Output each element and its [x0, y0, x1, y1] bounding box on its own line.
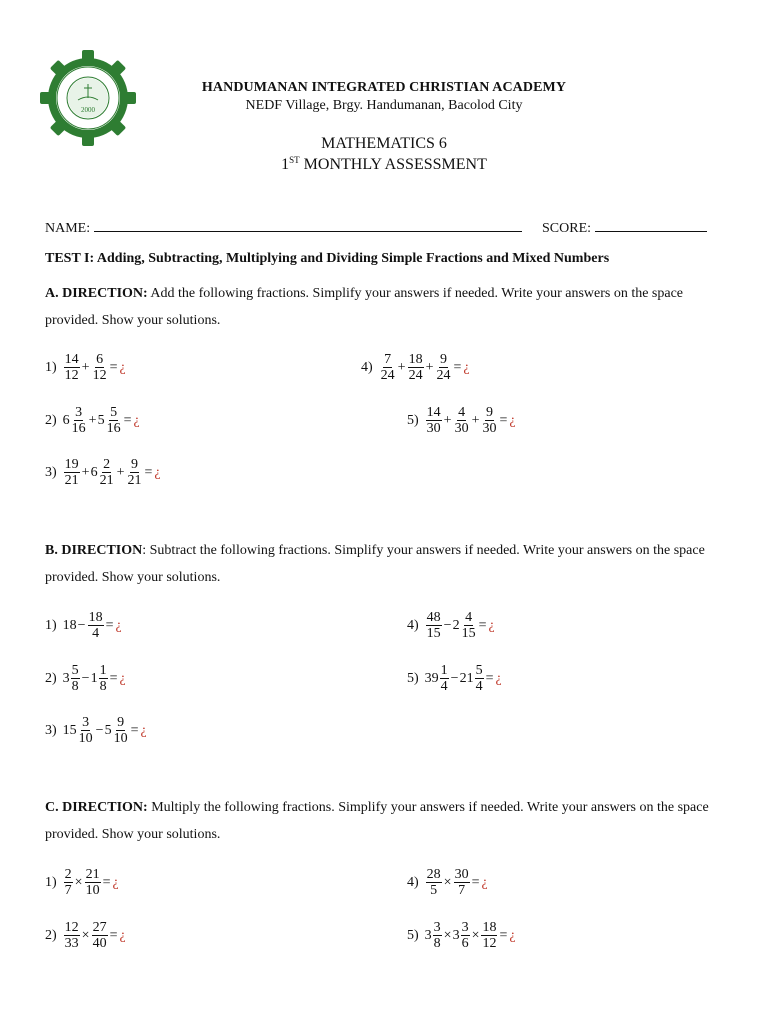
- fraction: [113, 715, 129, 746]
- numerator: 12: [64, 920, 79, 935]
- fraction: [64, 867, 73, 898]
- subject-title: MATHEMATICS 6: [321, 135, 447, 152]
- answer-placeholder: ¿: [495, 670, 502, 686]
- problem-b-4: [407, 610, 495, 641]
- fraction: [426, 405, 442, 436]
- numerator: 1: [440, 663, 448, 678]
- problem-b-3: [45, 715, 147, 746]
- answer-placeholder: ¿: [481, 874, 488, 890]
- answer-placeholder: ¿: [119, 359, 126, 375]
- denominator: 16: [106, 421, 121, 436]
- problem-number: 4): [361, 359, 373, 375]
- operator: =: [109, 670, 118, 686]
- operator: −: [77, 617, 86, 633]
- test-title: TEST I: Adding, Subtracting, Multiplying and Dividing Simple Fractions and Mixed Numbers: [45, 251, 610, 266]
- fraction: [454, 405, 470, 436]
- denominator: 24: [380, 368, 395, 383]
- operator: −: [450, 670, 459, 686]
- whole-number: 15: [62, 722, 77, 738]
- operator: =: [109, 359, 118, 375]
- problem-number: 2): [45, 670, 57, 686]
- fraction: [92, 352, 108, 383]
- operator: +: [425, 359, 434, 375]
- fraction: [454, 867, 470, 898]
- fraction: [426, 610, 442, 641]
- operator: +: [443, 412, 452, 428]
- operator: =: [485, 670, 494, 686]
- whole-number: 18: [62, 617, 77, 633]
- fraction: [99, 457, 115, 488]
- whole-number: 1: [90, 670, 98, 686]
- fraction: [380, 352, 396, 383]
- denominator: 5: [430, 883, 438, 898]
- denominator: 7: [458, 883, 466, 898]
- problem-number: 5): [407, 412, 419, 428]
- problem-b-2: [45, 663, 126, 694]
- numerator: 27: [92, 920, 107, 935]
- operator: ×: [443, 874, 452, 890]
- fraction: [435, 352, 451, 383]
- whole-number: 39: [424, 670, 439, 686]
- answer-placeholder: ¿: [112, 874, 119, 890]
- operator: ×: [74, 874, 83, 890]
- score-blank[interactable]: [595, 217, 707, 232]
- answer-placeholder: ¿: [463, 359, 470, 375]
- fraction: [426, 867, 442, 898]
- denominator: 15: [461, 626, 476, 641]
- fraction: [78, 715, 94, 746]
- section-c-direction: C. DIRECTION: Multiply the following fractions. Simplify your answers if needed. Write your answers on the space provided. Show your solutions.: [45, 800, 709, 842]
- problem-a-5: [407, 405, 516, 436]
- fraction: [64, 352, 80, 383]
- denominator: 10: [85, 883, 100, 898]
- score-field: [542, 217, 707, 237]
- problem-number: 2): [45, 927, 57, 943]
- fraction: [433, 920, 442, 951]
- operator: +: [116, 464, 125, 480]
- whole-number: 3: [424, 927, 432, 943]
- denominator: 21: [64, 473, 79, 488]
- denominator: 6: [461, 936, 469, 951]
- denominator: 4: [440, 679, 448, 694]
- numerator: 3: [82, 715, 90, 730]
- whole-number: 2: [452, 617, 460, 633]
- operator: +: [397, 359, 406, 375]
- fraction: [71, 663, 80, 694]
- denominator: 21: [99, 473, 114, 488]
- numerator: 18: [88, 610, 103, 625]
- fraction: [408, 352, 424, 383]
- score-label: SCORE:: [542, 221, 592, 236]
- fraction: [99, 663, 108, 694]
- numerator: 2: [64, 867, 72, 882]
- fraction: [85, 867, 101, 898]
- denominator: 30: [454, 421, 469, 436]
- operator: +: [88, 412, 97, 428]
- fraction: [481, 920, 497, 951]
- operator: ×: [443, 927, 452, 943]
- problem-c-5: [407, 920, 516, 951]
- answer-placeholder: ¿: [115, 617, 122, 633]
- answer-placeholder: ¿: [154, 464, 161, 480]
- numerator: 4: [458, 405, 466, 420]
- operator: ×: [81, 927, 90, 943]
- denominator: 30: [482, 421, 497, 436]
- whole-number: 6: [90, 464, 98, 480]
- operator: =: [130, 722, 139, 738]
- answer-placeholder: ¿: [119, 927, 126, 943]
- operator: =: [102, 874, 111, 890]
- fraction: [88, 610, 104, 641]
- numerator: 48: [426, 610, 441, 625]
- numerator: 4: [465, 610, 473, 625]
- numerator: 9: [439, 352, 447, 367]
- operator: =: [499, 927, 508, 943]
- problem-number: 4): [407, 617, 419, 633]
- denominator: 21: [127, 473, 142, 488]
- answer-placeholder: ¿: [119, 670, 126, 686]
- denominator: 7: [64, 883, 72, 898]
- numerator: 9: [485, 405, 493, 420]
- whole-number: 5: [104, 722, 112, 738]
- problem-number: 2): [45, 412, 57, 428]
- problem-b-1: [45, 610, 122, 641]
- problem-number: 5): [407, 927, 419, 943]
- fraction: [475, 663, 484, 694]
- denominator: 33: [64, 936, 79, 951]
- section-a-direction: A. DIRECTION: Add the following fractions. Simplify your answers if needed. Write your answers on the space provided. Show your solutions.: [45, 286, 684, 328]
- denominator: 8: [99, 679, 107, 694]
- numerator: 14: [426, 405, 441, 420]
- denominator: 16: [71, 421, 86, 436]
- numerator: 5: [475, 663, 483, 678]
- operator: =: [144, 464, 153, 480]
- operator: =: [123, 412, 132, 428]
- problem-a-4: [361, 352, 470, 383]
- school-name: HANDUMANAN INTEGRATED CHRISTIAN ACADEMY: [201, 80, 567, 95]
- denominator: 15: [426, 626, 441, 641]
- denominator: 12: [482, 936, 497, 951]
- denominator: 24: [408, 368, 423, 383]
- problem-number: 1): [45, 617, 57, 633]
- denominator: 10: [78, 731, 93, 746]
- whole-number: 3: [62, 670, 70, 686]
- fraction: [64, 920, 80, 951]
- denominator: 8: [71, 679, 79, 694]
- operator: =: [453, 359, 462, 375]
- numerator: 14: [64, 352, 79, 367]
- denominator: 4: [92, 626, 100, 641]
- numerator: 21: [85, 867, 100, 882]
- operator: =: [109, 927, 118, 943]
- fraction: [71, 405, 87, 436]
- assessment-title: 1ST MONTHLY ASSESSMENT: [281, 155, 487, 173]
- numerator: 7: [384, 352, 392, 367]
- fraction: [440, 663, 449, 694]
- numerator: 18: [408, 352, 423, 367]
- logo-year: 2000: [81, 106, 95, 114]
- operator: =: [105, 617, 114, 633]
- denominator: 4: [475, 679, 483, 694]
- fraction: [92, 920, 108, 951]
- school-address: NEDF Village, Brgy. Handumanan, Bacolod City: [245, 98, 523, 113]
- whole-number: 5: [97, 412, 105, 428]
- fraction: [64, 457, 80, 488]
- whole-number: 6: [62, 412, 70, 428]
- answer-placeholder: ¿: [133, 412, 140, 428]
- denominator: 10: [113, 731, 128, 746]
- problem-number: 1): [45, 874, 57, 890]
- problem-number: 1): [45, 359, 57, 375]
- whole-number: 21: [459, 670, 474, 686]
- numerator: 6: [96, 352, 104, 367]
- problem-number: 3): [45, 464, 57, 480]
- problem-number: 4): [407, 874, 419, 890]
- section-b-direction: B. DIRECTION: Subtract the following fractions. Simplify your answers if needed. Write your answers on the space provided. Show your solutions.: [45, 543, 705, 585]
- numerator: 19: [64, 457, 79, 472]
- fraction: [106, 405, 122, 436]
- answer-placeholder: ¿: [488, 617, 495, 633]
- numerator: 5: [71, 663, 79, 678]
- problem-number: 5): [407, 670, 419, 686]
- numerator: 3: [461, 920, 469, 935]
- problem-c-2: [45, 920, 126, 951]
- problem-a-1: [45, 352, 126, 383]
- numerator: 3: [75, 405, 83, 420]
- numerator: 3: [433, 920, 441, 935]
- numerator: 1: [99, 663, 107, 678]
- operator: +: [471, 412, 480, 428]
- fraction: [126, 457, 142, 488]
- denominator: 24: [436, 368, 451, 383]
- denominator: 12: [64, 368, 79, 383]
- name-label: NAME:: [45, 221, 91, 236]
- denominator: 40: [92, 936, 107, 951]
- fraction: [481, 405, 497, 436]
- operator: +: [81, 464, 90, 480]
- problem-c-4: [407, 867, 488, 898]
- fraction: [461, 610, 477, 641]
- denominator: 30: [426, 421, 441, 436]
- problem-number: 3): [45, 722, 57, 738]
- operator: −: [81, 670, 90, 686]
- operator: =: [471, 874, 480, 890]
- denominator: 8: [433, 936, 441, 951]
- problem-c-1: [45, 867, 119, 898]
- whole-number: 3: [452, 927, 460, 943]
- name-field: [45, 217, 522, 237]
- problem-a-3: [45, 457, 161, 488]
- operator: −: [95, 722, 104, 738]
- answer-placeholder: ¿: [140, 722, 147, 738]
- numerator: 9: [117, 715, 125, 730]
- numerator: 2: [103, 457, 111, 472]
- operator: +: [81, 359, 90, 375]
- denominator: 12: [92, 368, 107, 383]
- numerator: 30: [454, 867, 469, 882]
- operator: −: [443, 617, 452, 633]
- fraction: [461, 920, 470, 951]
- problem-a-2: [45, 405, 140, 436]
- operator: =: [478, 617, 487, 633]
- operator: =: [499, 412, 508, 428]
- problem-b-5: [407, 663, 502, 694]
- answer-placeholder: ¿: [509, 927, 516, 943]
- name-blank[interactable]: [94, 217, 522, 232]
- numerator: 28: [426, 867, 441, 882]
- numerator: 18: [482, 920, 497, 935]
- answer-placeholder: ¿: [509, 412, 516, 428]
- numerator: 9: [130, 457, 138, 472]
- operator: ×: [471, 927, 480, 943]
- numerator: 5: [110, 405, 118, 420]
